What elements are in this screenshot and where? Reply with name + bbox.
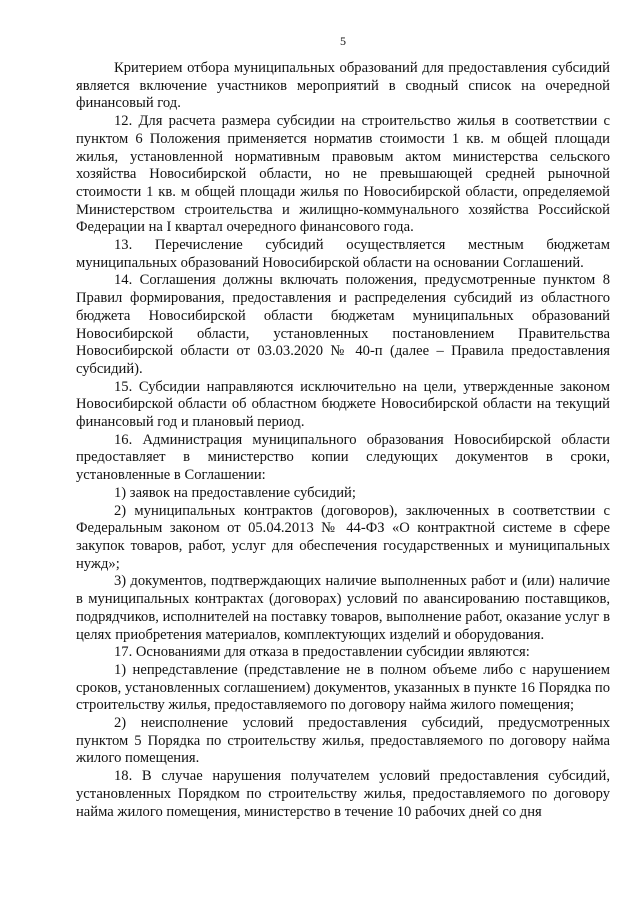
paragraph-14: 14. Соглашения должны включать положения, предусмотренные пунктом 8 Правил формирования, предоставления и распределения субсидий из областного бюджета Новосибирской области бюджетам муниципальных образований Новосибирской области, установленных постановлением Правительства Новосибирской области от 03.03.2020 № 40-п (далее – Правила предоставления субсидий).	[76, 272, 610, 377]
paragraph-15: 15. Субсидии направляются исключительно на цели, утвержденные законом Новосибирской области об областном бюджете Новосибирской области на текущий финансовый год и плановый период.	[76, 378, 610, 431]
page-number: 5	[340, 34, 346, 48]
paragraph-17-item-1: 1) непредставление (представление не в полном объеме либо с нарушением сроков, установленных соглашением) документов, указанных в пункте 16 Порядка по строительству жилья, предоставляемого по договору найма жилого помещения;	[76, 661, 610, 714]
paragraph-12: 12. Для расчета размера субсидии на строительство жилья в соответствии с пунктом 6 Положения применяется норматив стоимости 1 кв. м общей площади жилья, установленной нормативным правовым актом министерства сельского хозяйства Новосибирской области, но не превышающей средней рыночной стоимости 1 кв. м общей площади жилья по Новосибирской области, определяемой Министерством строительства и жилищно-коммунального хозяйства Российской Федерации на I квартал очередного финансового года.	[76, 113, 610, 236]
paragraph-16-item-1: 1) заявок на предоставление субсидий;	[114, 484, 356, 501]
paragraph-18: 18. В случае нарушения получателем условий предоставления субсидий, установленных Порядком по строительству жилья, предоставляемого по договору найма жилого помещения, министерство в течение 10 рабочих дней со дня	[76, 768, 610, 820]
paragraph-selection-criterion: Критерием отбора муниципальных образований для предоставления субсидий является включение участников мероприятий в сводный список на очередной финансовый год.	[76, 60, 610, 112]
paragraph-16-item-3: 3) документов, подтверждающих наличие выполненных работ и (или) наличие в муниципальных контрактах (договорах) условий по авансированию поставщиков, подрядчиков, исполнителей на поставку товаров, выполнение работ, оказание услуг в целях приобретения материалов, комплектующих изделий и оборудования.	[76, 573, 610, 643]
paragraph-16: 16. Администрация муниципального образования Новосибирской области предоставляет в министерство копии следующих документов в сроки, установленные в Соглашении:	[76, 431, 610, 484]
paragraph-17: 17. Основаниями для отказа в предоставлении субсидии являются:	[114, 644, 530, 661]
paragraph-13: 13. Перечисление субсидий осуществляется местным бюджетам муниципальных образований Новосибирской области на основании Соглашений.	[76, 237, 610, 271]
paragraph-17-item-2: 2) неисполнение условий предоставления субсидий, предусмотренных пунктом 5 Порядка по строительству жилья, предоставляемого по договору найма жилого помещения.	[76, 715, 610, 767]
paragraph-16-item-2: 2) муниципальных контрактов (договоров), заключенных в соответствии с Федеральным законом от 05.04.2013 № 44-ФЗ «О контрактной системе в сфере закупок товаров, работ, услуг для обеспечения государственных и муниципальных нужд»;	[76, 502, 610, 572]
document-page	[76, 34, 610, 821]
